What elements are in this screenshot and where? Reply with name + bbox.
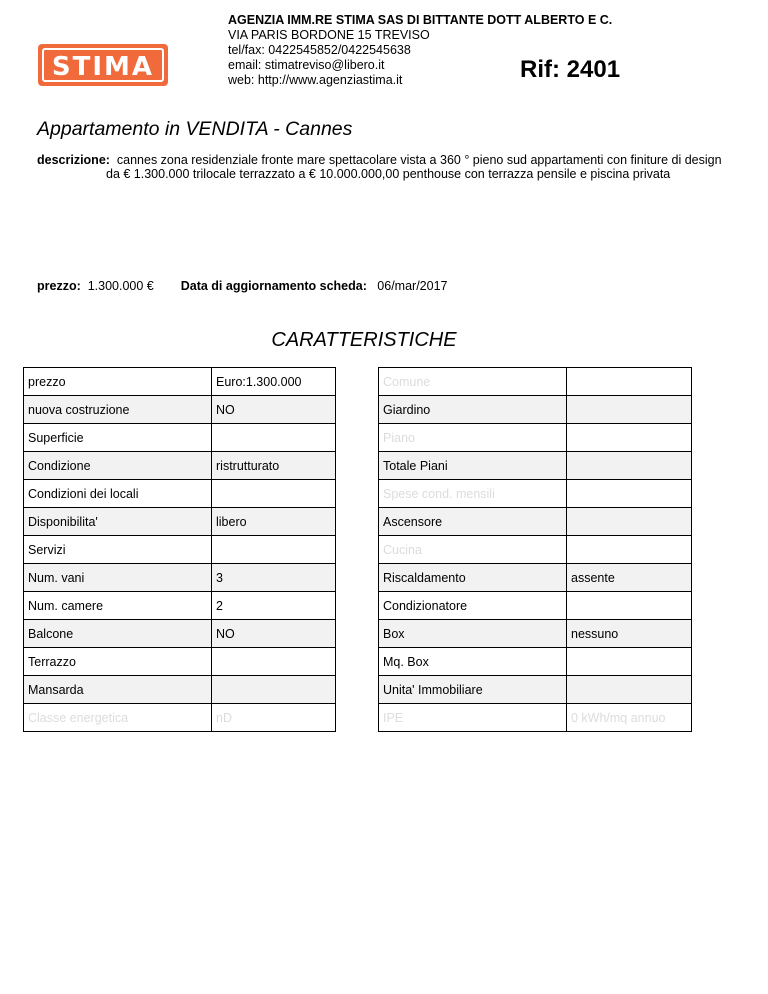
agency-name: AGENZIA IMM.RE STIMA SAS DI BITTANTE DOTT ALBERTO E C. xyxy=(228,13,613,27)
feature-label: Comune xyxy=(379,368,567,396)
date-label: Data di aggiornamento scheda: xyxy=(180,279,367,293)
feature-label: Num. vani xyxy=(24,564,212,592)
feature-label: Piano xyxy=(379,424,567,452)
column-gap xyxy=(336,564,379,592)
price-value: 1.300.000 € xyxy=(87,279,154,293)
agency-phone: tel/fax: 0422545852/0422545638 xyxy=(228,43,411,57)
column-gap xyxy=(336,452,379,480)
stima-logo xyxy=(36,42,170,88)
feature-label: Giardino xyxy=(379,396,567,424)
feature-value: NO xyxy=(212,620,336,648)
feature-label: Balcone xyxy=(24,620,212,648)
feature-value: Euro:1.300.000 xyxy=(212,368,336,396)
feature-value xyxy=(212,480,336,508)
feature-value xyxy=(567,424,692,452)
description-line-1: cannes zona residenziale fronte mare spettacolare vista a 360 ° pieno sud appartamenti con finiture di design xyxy=(116,153,722,167)
feature-value: 2 xyxy=(212,592,336,620)
feature-value xyxy=(567,676,692,704)
feature-value: 0 kWh/mq annuo xyxy=(567,704,692,732)
table-row xyxy=(24,592,692,620)
table-row xyxy=(24,452,692,480)
section-title: CARATTERISTICHE xyxy=(271,329,457,351)
feature-value xyxy=(567,480,692,508)
feature-label: Disponibilita' xyxy=(24,508,212,536)
feature-label: Mansarda xyxy=(24,676,212,704)
column-gap xyxy=(336,676,379,704)
feature-value xyxy=(567,592,692,620)
feature-label: Mq. Box xyxy=(379,648,567,676)
feature-label: Num. camere xyxy=(24,592,212,620)
table-row xyxy=(24,508,692,536)
feature-label: Ascensore xyxy=(379,508,567,536)
reference-number: Rif: 2401 xyxy=(520,56,621,83)
column-gap xyxy=(336,536,379,564)
feature-value xyxy=(212,536,336,564)
logo-text: STIMA xyxy=(51,52,155,82)
table-row xyxy=(24,704,692,732)
features-table xyxy=(23,367,692,732)
feature-value: nD xyxy=(212,704,336,732)
feature-value xyxy=(567,368,692,396)
feature-label: Totale Piani xyxy=(379,452,567,480)
column-gap xyxy=(336,396,379,424)
table-row xyxy=(24,368,692,396)
feature-label: Superficie xyxy=(24,424,212,452)
column-gap xyxy=(336,648,379,676)
price-label: prezzo: xyxy=(37,279,81,293)
column-gap xyxy=(336,704,379,732)
feature-value xyxy=(567,452,692,480)
agency-email: email: stimatreviso@libero.it xyxy=(228,58,385,72)
feature-label: Box xyxy=(379,620,567,648)
feature-value xyxy=(567,396,692,424)
feature-value xyxy=(567,648,692,676)
feature-label: Condizione xyxy=(24,452,212,480)
description-label: descrizione: xyxy=(37,153,110,167)
feature-label: Condizioni dei locali xyxy=(24,480,212,508)
table-row xyxy=(24,480,692,508)
column-gap xyxy=(336,480,379,508)
feature-label: nuova costruzione xyxy=(24,396,212,424)
date-value: 06/mar/2017 xyxy=(377,279,448,293)
feature-label: Condizionatore xyxy=(379,592,567,620)
feature-label: prezzo xyxy=(24,368,212,396)
description xyxy=(37,153,737,181)
table-row xyxy=(24,620,692,648)
feature-label: Terrazzo xyxy=(24,648,212,676)
feature-label: Unita' Immobiliare xyxy=(379,676,567,704)
feature-value xyxy=(212,648,336,676)
description-line-2: da € 1.300.000 trilocale terrazzato a € 10.000.000,00 penthouse con terrazza pensile e piscina privata xyxy=(106,167,671,181)
feature-value: 3 xyxy=(212,564,336,592)
agency-web: web: http://www.agenziastima.it xyxy=(228,73,403,87)
table-row xyxy=(24,424,692,452)
column-gap xyxy=(336,620,379,648)
feature-label: Servizi xyxy=(24,536,212,564)
table-row xyxy=(24,676,692,704)
feature-label: Cucina xyxy=(379,536,567,564)
table-row xyxy=(24,564,692,592)
feature-label: Riscaldamento xyxy=(379,564,567,592)
feature-label: Spese cond. mensili xyxy=(379,480,567,508)
meta-line xyxy=(37,279,447,293)
page-title: Appartamento in VENDITA - Cannes xyxy=(37,118,353,140)
feature-value: assente xyxy=(567,564,692,592)
feature-value xyxy=(567,536,692,564)
feature-value: nessuno xyxy=(567,620,692,648)
feature-value xyxy=(212,676,336,704)
feature-value xyxy=(567,508,692,536)
agency-address: VIA PARIS BORDONE 15 TREVISO xyxy=(228,28,430,42)
table-row xyxy=(24,396,692,424)
column-gap xyxy=(336,424,379,452)
feature-value xyxy=(212,424,336,452)
feature-value: NO xyxy=(212,396,336,424)
column-gap xyxy=(336,368,379,396)
table-row xyxy=(24,536,692,564)
feature-value: libero xyxy=(212,508,336,536)
column-gap xyxy=(336,508,379,536)
feature-value: ristrutturato xyxy=(212,452,336,480)
table-row xyxy=(24,648,692,676)
column-gap xyxy=(336,592,379,620)
feature-label: Classe energetica xyxy=(24,704,212,732)
feature-label: IPE xyxy=(379,704,567,732)
